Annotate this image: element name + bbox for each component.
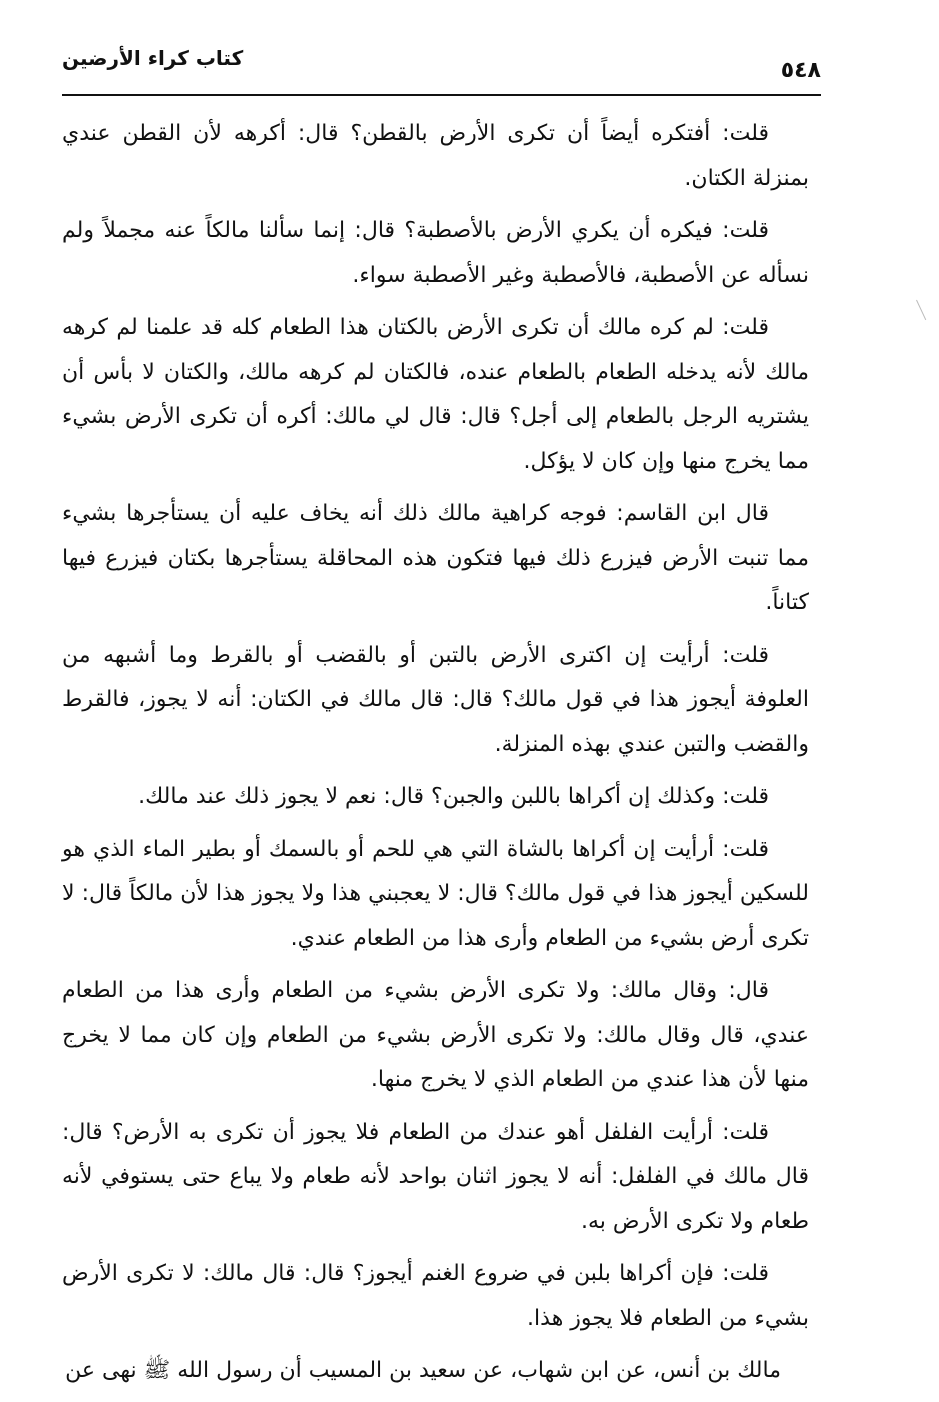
paragraph-hadith: مالك بن أنس، عن ابن شهاب، عن سعيد بن المسيب أن رسول الله ﷺ نهى عن xyxy=(65,1358,781,1383)
book-title: كتاب كراء الأرضين xyxy=(62,46,244,70)
paragraph-udder-milk: قلت: فإن أكراها بلبن في ضروع الغنم أيجوز؟ قال: قال مالك: لا تكرى الأرض بشيء من الطعام فلا يجوز هذا. xyxy=(62,1261,809,1331)
paragraph-pepper: قلت: أرأيت الفلفل أهو عندك من الطعام فلا يجوز أن تكرى به الأرض؟ قال: قال مالك في الفلفل: أنه لا يجوز اثنان بواحد لأنه طعام ولا يباع حتى يستوفي لأنه طعام ولا تكرى الأرض به. xyxy=(62,1119,809,1234)
paragraph-malik-food: قال: وقال مالك: ولا تكرى الأرض بشيء من الطعام وأرى هذا من الطعام عندي، قال وقال مالك: ولا تكرى الأرض بشيء من الطعام وإن كان مما لا يخرج منها لأن هذا عندي من الطعام الذي لا يخرج منها. xyxy=(62,978,809,1092)
paragraph-sheep-fish: قلت: أرأيت إن أكراها بالشاة التي هي للحم أو بالسمك أو بطير الماء الذي هو للسكين أيجوز هذا في قول مالك؟ قال: لا يعجبني هذا ولا يجوز هذا لأن مالكاً قال: لا تكرى أرض بشيء من الطعام وأرى هذا من الطعام عندي. xyxy=(62,836,809,951)
margin-mark xyxy=(916,294,939,320)
paragraph-fodder: قلت: أرأيت إن اكترى الأرض بالتبن أو بالقضب أو بالقرط وما أشبهه من العلوفة أيجوز هذا في قول مالك؟ قال: قال مالك في الكتان: أنه لا يجوز، فالقرط والقضب والتبن عندي بهذه المنزلة. xyxy=(62,642,809,757)
running-header xyxy=(62,40,821,96)
paragraph-flax: قلت: لم كره مالك أن تكرى الأرض بالكتان هذا الطعام كله قد علمنا لم كرهه مالك لأنه يدخله الطعام بالطعام عنده، فالكتان لم كرهه مالك، والكتان لا بأس أن يشتريه الرجل بالطعام إلى أجل؟ قال: قال لي مالك: أكره أن تكرى الأرض بشيء مما يخرج منها وإن كان لا يؤكل. xyxy=(62,315,809,474)
body-text xyxy=(62,112,809,1402)
paragraph-ibn-qasim: قال ابن القاسم: فوجه كراهية مالك ذلك أنه يخاف عليه أن يستأجرها بشيء مما تنبت الأرض فيزرع ذلك فيها فتكون هذه المحاقلة يستأجرها بكتان فيزرع فيها كتاناً. xyxy=(62,501,809,615)
paragraph-astaba: قلت: فيكره أن يكري الأرض بالأصطبة؟ قال: إنما سألنا مالكاً عنه مجملاً ولم نسأله عن الأصطبة، فالأصطبة وغير الأصطبة سواء. xyxy=(62,218,809,288)
paragraph-milk-cheese: قلت: وكذلك إن أكراها باللبن والجبن؟ قال: نعم لا يجوز ذلك عند مالك. xyxy=(138,784,769,809)
paragraph-cotton: قلت: أفتكره أيضاً أن تكرى الأرض بالقطن؟ قال: أكرهه لأن القطن عندي بمنزلة الكتان. xyxy=(62,121,809,191)
page-number: ٥٤٨ xyxy=(780,58,821,83)
